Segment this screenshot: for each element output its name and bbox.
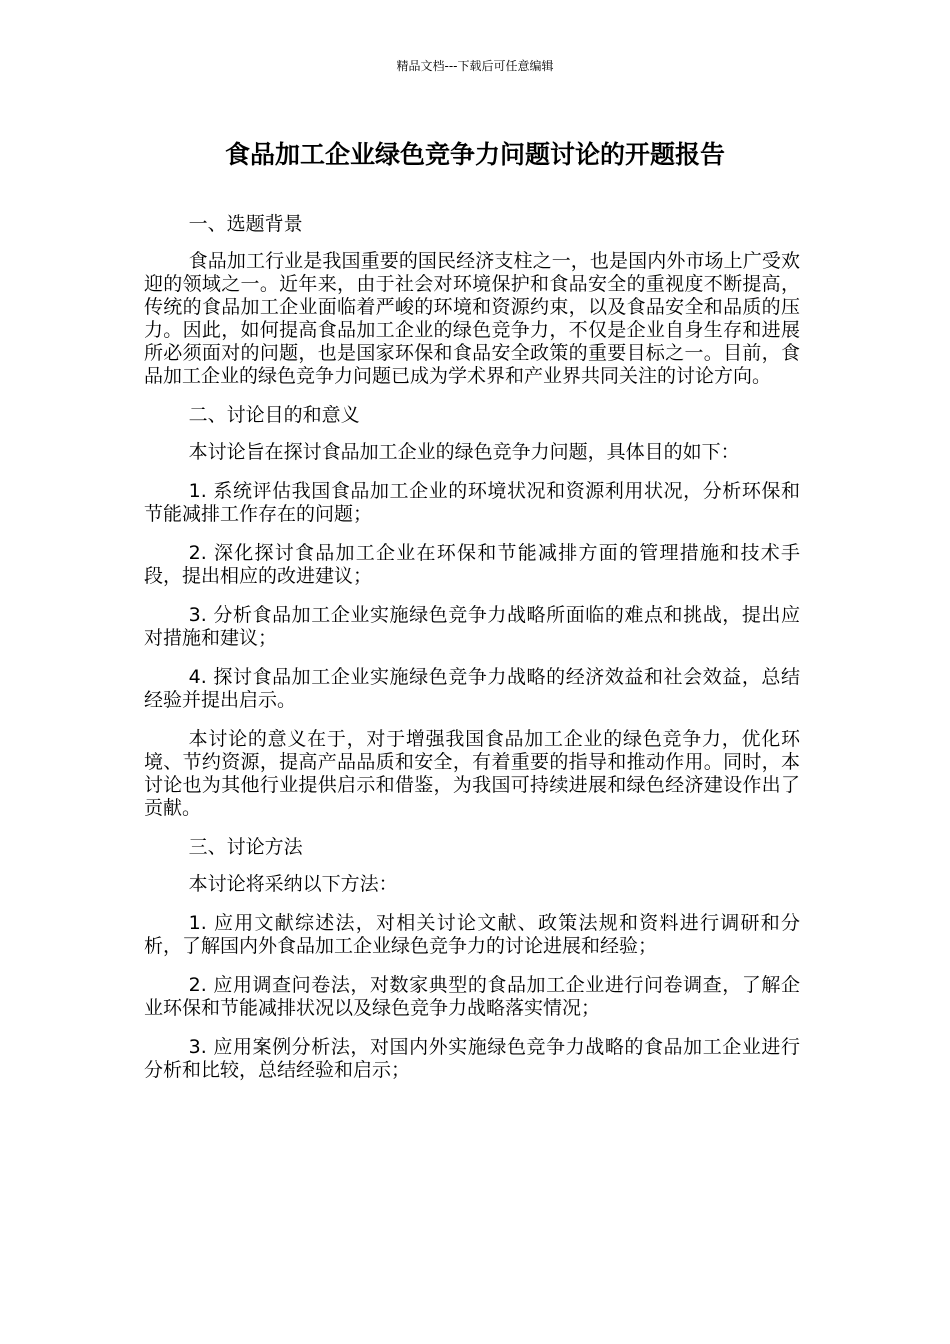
document-title: 食品加工企业绿色竞争力问题讨论的开题报告 xyxy=(224,140,725,169)
list-item-purpose-2: 2. 深化探讨食品加工企业在环保和节能减排方面的管理措施和技术手段，提出相应的改进建议； xyxy=(144,542,800,587)
list-item-purpose-4: 4. 探讨食品加工企业实施绿色竞争力战略的经济效益和社会效益，总结经验并提出启示。 xyxy=(144,666,800,711)
section-heading-methods: 三、讨论方法 xyxy=(188,836,303,858)
section-heading-purpose: 二、讨论目的和意义 xyxy=(188,404,360,426)
list-item-method-2: 2. 应用调查问卷法，对数家典型的食品加工企业进行问卷调查，了解企业环保和节能减排状况以及绿色竞争力战略落实情况； xyxy=(144,974,800,1019)
list-item-method-1: 1. 应用文献综述法，对相关讨论文献、政策法规和资料进行调研和分析，了解国内外食品加工企业绿色竞争力的讨论进展和经验； xyxy=(144,912,800,957)
paragraph-purpose-intro: 本讨论旨在探讨食品加工企业的绿色竞争力问题，具体目的如下： xyxy=(188,441,740,463)
header-note: 精品文档---下载后可任意编辑 xyxy=(396,59,554,73)
section-heading-background: 一、选题背景 xyxy=(188,213,303,235)
paragraph-significance: 本讨论的意义在于，对于增强我国食品加工企业的绿色竞争力，优化环境、节约资源，提高产品品质和安全，有着重要的指导和推动作用。同时，本讨论也为其他行业提供启示和借鉴，为我国可持续进展和绿色经济建设作出了贡献。 xyxy=(144,728,800,819)
list-item-method-3: 3. 应用案例分析法，对国内外实施绿色竞争力战略的食品加工企业进行分析和比较，总结经验和启示； xyxy=(144,1036,800,1081)
document-body xyxy=(144,213,800,1098)
paragraph-background: 食品加工行业是我国重要的国民经济支柱之一，也是国内外市场上广受欢迎的领域之一。近年来，由于社会对环境保护和食品安全的重视度不断提高，传统的食品加工企业面临着严峻的环境和资源约束，以及食品安全和品质的压力。因此，如何提高食品加工企业的绿色竞争力，不仅是企业自身生存和进展所必须面对的问题，也是国家环保和食品安全政策的重要目标之一。目前，食品加工企业的绿色竞争力问题已成为学术界和产业界共同关注的讨论方向。 xyxy=(144,250,800,387)
list-item-purpose-1: 1. 系统评估我国食品加工企业的环境状况和资源利用状况，分析环保和节能减排工作存在的问题； xyxy=(144,480,800,525)
list-item-purpose-3: 3. 分析食品加工企业实施绿色竞争力战略所面临的难点和挑战，提出应对措施和建议； xyxy=(144,604,800,649)
paragraph-methods-intro: 本讨论将采纳以下方法： xyxy=(188,873,398,895)
